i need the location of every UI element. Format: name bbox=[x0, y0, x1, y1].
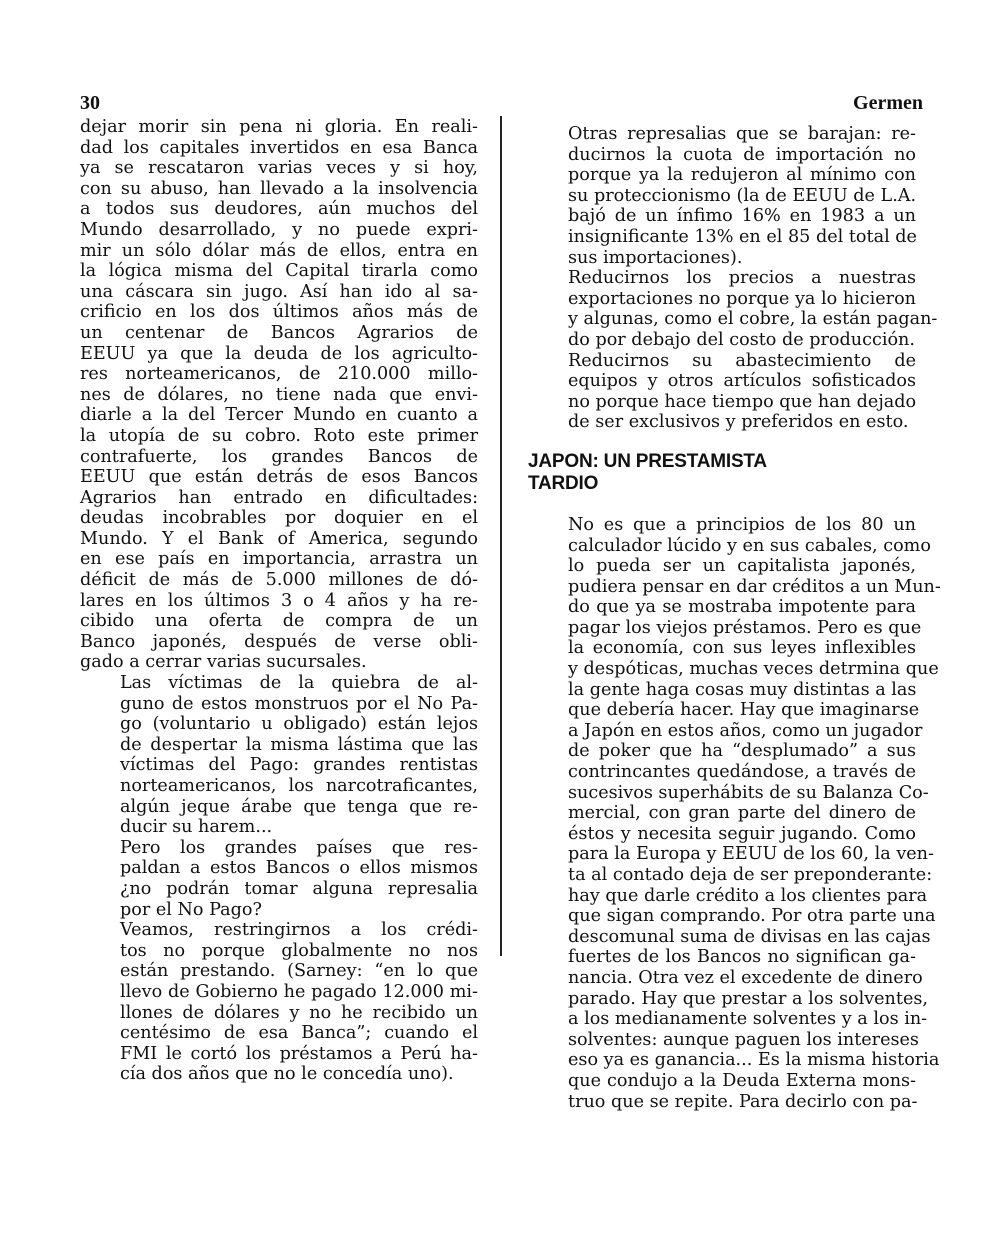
text-line: Otras represalias que se barajan: re- bbox=[568, 124, 916, 144]
right-column-intro bbox=[528, 124, 938, 433]
text-line: están prestando. (Sarney: “en lo que bbox=[120, 961, 478, 982]
journal-name: Germen bbox=[853, 92, 923, 114]
paragraph bbox=[528, 268, 938, 350]
text-line: nes de dólares, no tiene nada que envi- bbox=[80, 384, 478, 405]
text-line: hay que darle crédito a los clientes para bbox=[568, 885, 928, 906]
text-line: norteamericanos, los narcotraficantes, bbox=[120, 776, 478, 796]
text-line: y despóticas, muchas veces detrmina que bbox=[568, 659, 939, 680]
text-line: pudiera pensar en dar créditos a un Mun- bbox=[568, 576, 941, 597]
text-line: centésimo de esa Banca”; cuando el bbox=[120, 1023, 478, 1044]
text-line: una cáscara sin jugo. Así han ido al sa- bbox=[80, 281, 478, 302]
text-line: la gente haga cosas muy distintas a las bbox=[568, 679, 917, 700]
text-line: a todos sus deudores, aún muchos del bbox=[80, 199, 478, 220]
text-line: víctimas del Pago: grandes rentistas bbox=[120, 755, 478, 776]
paragraph bbox=[80, 838, 478, 920]
right-column bbox=[528, 124, 941, 1112]
paragraph bbox=[528, 514, 941, 1112]
paragraph bbox=[528, 351, 916, 433]
text-line: EEUU que están detrás de esos Bancos bbox=[80, 467, 478, 488]
text-line: llevo de Gobierno he pagado 12.000 mi- bbox=[120, 981, 478, 1002]
section-heading-line: TARDIO bbox=[528, 472, 599, 494]
text-line: Reducirnos los precios a nuestras bbox=[568, 268, 916, 289]
text-line: y algunas, como el cobre, la están pagan- bbox=[568, 309, 938, 330]
text-line: deudas incobrables por doquier en el bbox=[80, 508, 478, 529]
text-line: que debería hacer. Hay que imaginarse bbox=[568, 700, 920, 721]
text-line: a los medianamente solventes y a los in- bbox=[568, 1009, 928, 1030]
text-line: truo que se repite. Para decirlo con pa- bbox=[568, 1091, 918, 1112]
text-line: Las víctimas de la quiebra de al- bbox=[120, 673, 478, 694]
text-line: solventes: aunque paguen los intereses bbox=[568, 1029, 919, 1050]
text-line: déficit de más de 5.000 millones de dó- bbox=[80, 570, 478, 591]
text-line: Mundo. Y el Bank of America, segundo bbox=[80, 528, 478, 549]
text-line: porque ya la redujeron al mínimo con bbox=[568, 165, 916, 186]
text-line: Mundo desarrollado, y no puede expri- bbox=[80, 219, 478, 240]
text-line: go (voluntario u obligado) están lejos bbox=[120, 714, 478, 735]
text-line: para la Europa y EEUU de los 60, la ven- bbox=[568, 844, 934, 865]
text-line: ya se rescataron varias veces y si hoy, bbox=[80, 158, 478, 179]
text-line: contrincantes quedándose, a través de bbox=[568, 762, 916, 783]
text-line: Veamos, restringirnos a los crédi- bbox=[120, 920, 478, 941]
text-line: ducir su harem... bbox=[120, 817, 273, 838]
text-line: EEUU ya que la deuda de los agriculto- bbox=[80, 343, 478, 364]
text-line: por el No Pago? bbox=[120, 899, 262, 920]
text-line: la utopía de su cobro. Roto este primer bbox=[80, 425, 478, 446]
text-line: a Japón en estos años, como un jugador bbox=[568, 720, 923, 741]
column-divider bbox=[500, 116, 502, 956]
text-line: nancia. Otra vez el excedente de dinero bbox=[568, 967, 923, 988]
right-column-section-body bbox=[528, 514, 941, 1112]
text-line: parado. Hay que prestar a los solventes, bbox=[568, 988, 928, 1009]
section-heading-line: JAPON: UN PRESTAMISTA bbox=[528, 450, 767, 472]
text-line: cía dos años que no le concedía uno). bbox=[120, 1064, 454, 1085]
text-line: con su abuso, han llevado a la insolvencia bbox=[80, 178, 478, 199]
text-line: ¿no podrán tomar alguna represalia bbox=[120, 878, 478, 899]
text-line: contrafuerte, los grandes Bancos de bbox=[80, 446, 478, 467]
text-line: tos no porque globalmente no nos bbox=[120, 940, 478, 961]
text-line: la lógica misma del Capital tirarla como bbox=[80, 261, 478, 282]
text-line: diarle a la del Tercer Mundo en cuanto a bbox=[80, 405, 478, 426]
text-line: equipos y otros artículos sofisticados bbox=[568, 371, 916, 392]
text-line: insignificante 13% en el 85 del total de bbox=[568, 226, 917, 247]
text-line: bajó de un ínfimo 16% en 1983 a un bbox=[568, 206, 916, 227]
text-line: exportaciones no porque ya lo hicieron bbox=[568, 288, 916, 309]
paragraph bbox=[80, 673, 478, 838]
text-line: crificio en los dos últimos años más de bbox=[80, 302, 478, 323]
text-line: Banco japonés, después de verse obli- bbox=[80, 631, 478, 652]
paragraph bbox=[528, 124, 916, 268]
section-heading bbox=[528, 451, 916, 495]
text-line: guno de estos monstruos por el No Pa- bbox=[120, 693, 478, 714]
text-line: que sigan comprando. Por otra parte una bbox=[568, 906, 936, 927]
text-line: ducirnos la cuota de importación no bbox=[568, 144, 916, 165]
text-line: sus importaciones). bbox=[568, 247, 743, 268]
text-line: eso ya es ganancia... Es la misma historia bbox=[568, 1050, 940, 1071]
text-line: de despertar la misma lástima que las bbox=[120, 734, 478, 755]
text-line: la economía, con sus leyes inflexibles bbox=[568, 638, 916, 659]
text-line: dad los capitales invertidos en esa Banca bbox=[80, 137, 478, 158]
text-line: mir un sólo dólar más de ellos, entra en bbox=[80, 240, 478, 261]
text-line: Pero los grandes países que res- bbox=[120, 837, 478, 858]
text-line: res norteamericanos, de 210.000 millo- bbox=[80, 364, 478, 385]
text-line: su proteccionismo (la de EEUU de L.A. bbox=[568, 185, 917, 206]
text-line: paldan a estos Bancos o ellos mismos bbox=[120, 858, 478, 879]
text-line: mercial, con gran parte del dinero de bbox=[568, 803, 916, 824]
text-line: FMI le cortó los préstamos a Perú ha- bbox=[120, 1043, 478, 1064]
text-line: dejar morir sin pena ni gloria. En reali- bbox=[80, 117, 478, 137]
text-line: cibido una oferta de compra de un bbox=[80, 611, 478, 632]
text-line: calculador lúcido y en sus cabales, como bbox=[568, 535, 931, 556]
left-column bbox=[80, 117, 478, 1085]
text-line: éstos y necesita seguir jugando. Como bbox=[568, 823, 916, 844]
text-line: do que ya se mostraba impotente para bbox=[568, 597, 916, 618]
paragraph bbox=[80, 920, 478, 1085]
text-line: pagar los viejos préstamos. Pero es que bbox=[568, 617, 922, 638]
text-line: ta al contado deja de ser preponderante: bbox=[568, 865, 933, 885]
text-line: do por debajo del costo de producción. bbox=[568, 329, 915, 350]
text-line: algún jeque árabe que tenga que re- bbox=[120, 796, 478, 817]
text-line: en ese país en importancia, arrastra un bbox=[80, 549, 478, 570]
text-line: de poker que ha “desplumado” a sus bbox=[568, 741, 916, 762]
text-line: de ser exclusivos y preferidos en esto. bbox=[568, 412, 909, 433]
text-line: gado a cerrar varias sucursales. bbox=[80, 652, 367, 673]
page-number: 30 bbox=[80, 92, 100, 114]
text-line: llones de dólares y no he recibido un bbox=[120, 1002, 478, 1023]
text-line: Reducirnos su abastecimiento de bbox=[568, 350, 916, 371]
text-line: No es que a principios de los 80 un bbox=[568, 514, 916, 535]
text-line: lo pueda ser un capitalista japonés, bbox=[568, 556, 916, 577]
text-line: lares en los últimos 3 o 4 años y ha re- bbox=[80, 590, 478, 611]
text-line: no porque hace tiempo que han dejado bbox=[568, 391, 917, 412]
text-line: descomunal suma de divisas en las cajas bbox=[568, 926, 931, 947]
text-line: un centenar de Bancos Agrarios de bbox=[80, 322, 478, 343]
text-line: Agrarios han entrado en dificultades: bbox=[80, 487, 478, 508]
paragraph bbox=[80, 117, 478, 673]
text-line: que condujo a la Deuda Externa mons- bbox=[568, 1070, 916, 1091]
text-line: sucesivos superhábits de su Balanza Co- bbox=[568, 782, 929, 803]
text-line: fuertes de los Bancos no significan ga- bbox=[568, 947, 916, 968]
